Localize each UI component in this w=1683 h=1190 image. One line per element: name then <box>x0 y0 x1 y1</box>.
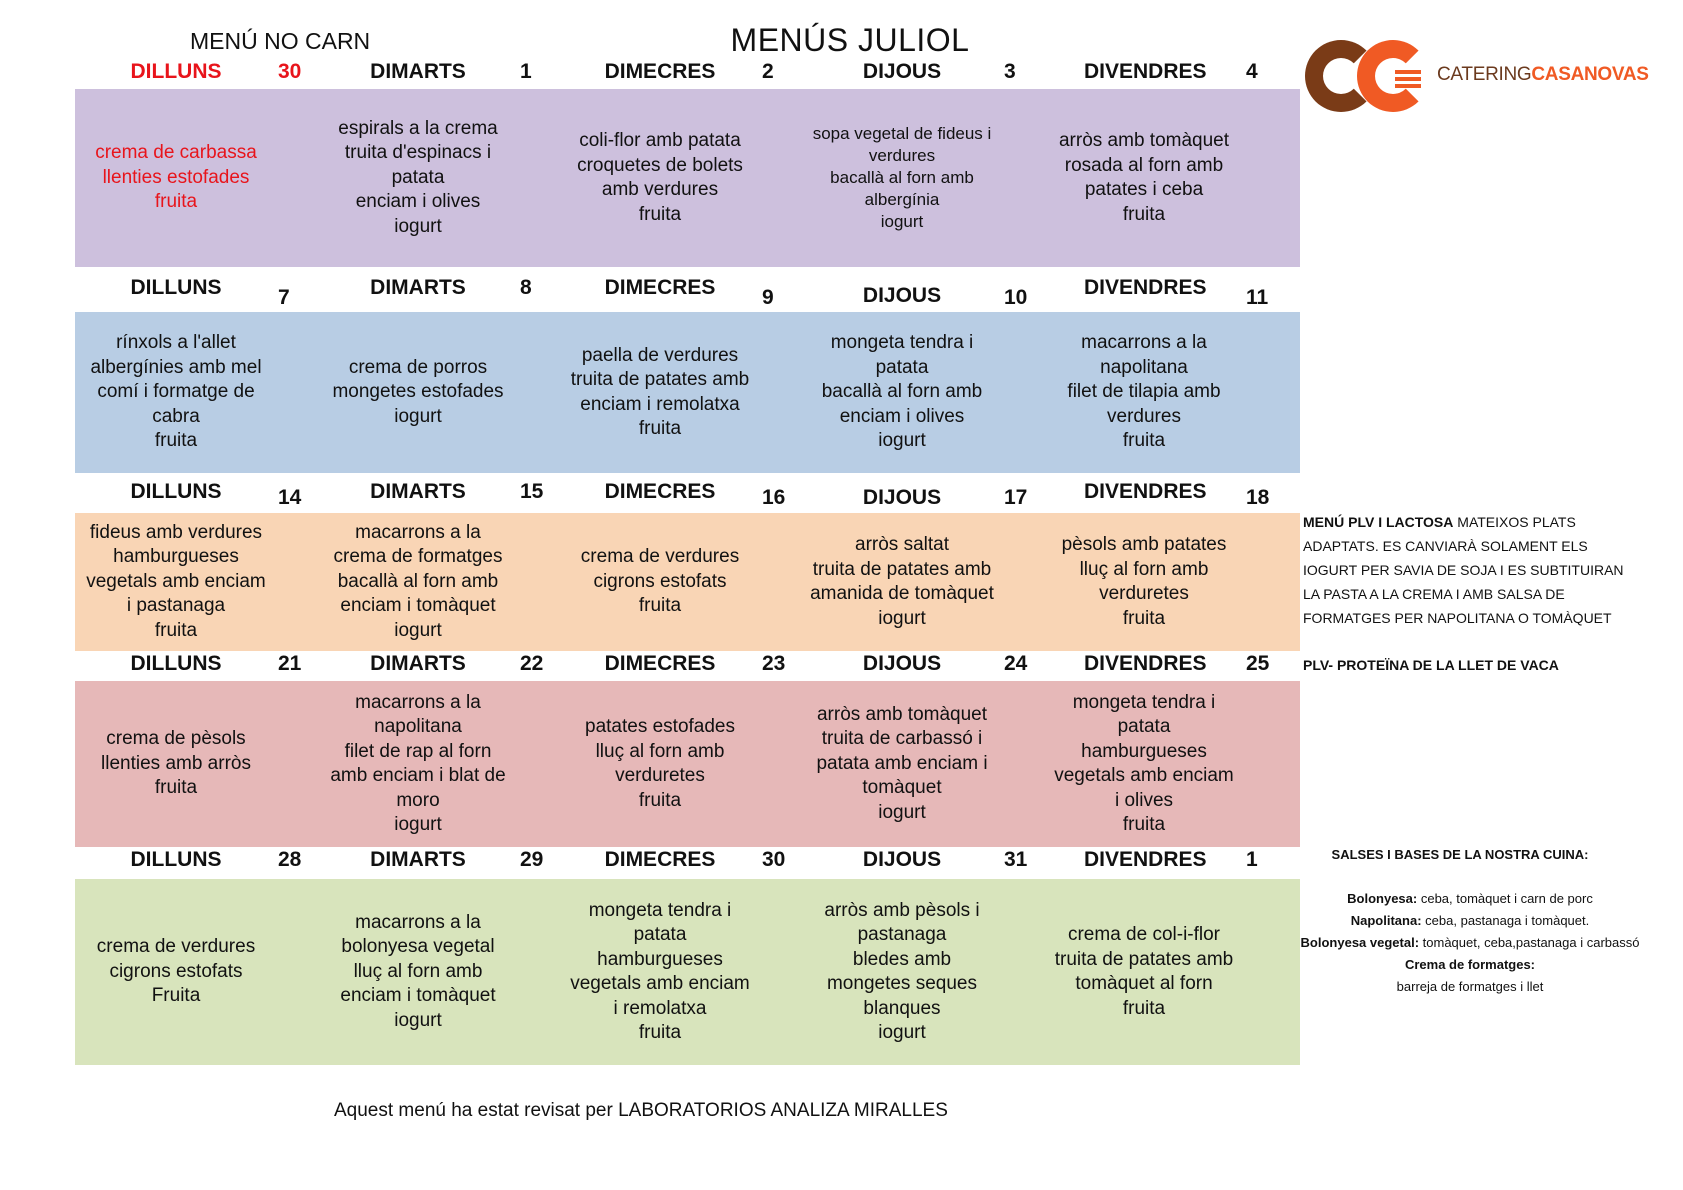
day-name: DIMECRES <box>604 60 716 83</box>
menu-cell: patates estofades lluç al forn amb verduretes fruita <box>585 716 735 811</box>
menu-cell: macarrons a la crema de formatges bacallà al forn amb enciam i tomàquet iogurt <box>333 521 503 641</box>
menu-cell: crema de porros mongetes estofades iogurt <box>332 356 504 427</box>
menu-cell: sopa vegetal de fideus i verdures bacallà al forn amb albergínia iogurt <box>812 124 992 231</box>
menu-cell: crema de pèsols llenties amb arròs fruita <box>101 728 251 799</box>
menu-cell: fideus amb verdures hamburgueses vegetals amb enciam i pastanaga fruita <box>86 521 266 641</box>
day-name: DIMARTS <box>370 480 466 503</box>
day-number: 10 <box>1004 286 1028 309</box>
day-number: 3 <box>1004 60 1016 83</box>
menu-cell: macarrons a la napolitana filet de tilapia amb verdures fruita <box>1067 332 1221 452</box>
menu-cell: crema de verdures cigrons estofats fruita <box>580 546 740 617</box>
day-number: 7 <box>278 286 290 309</box>
day-number: 23 <box>762 652 786 675</box>
menu-cell: macarrons a la napolitana filet de rap al forn amb enciam i blat de moro iogurt <box>330 691 506 835</box>
menu-cell: espirals a la crema truita d'espinacs i patata enciam i olives iogurt <box>338 117 498 237</box>
day-name: DILLUNS <box>130 848 222 871</box>
menu-cell: arròs saltat truita de patates amb amanida de tomàquet iogurt <box>810 534 994 629</box>
menu-cell: mongeta tendra i patata hamburgueses vegetals amb enciam i olives fruita <box>1054 691 1234 835</box>
catering-logo <box>1305 40 1649 120</box>
day-name: DIMECRES <box>604 276 716 299</box>
day-number: 16 <box>762 486 786 509</box>
plv-note-title: MENÚ PLV I LACTOSA <box>1303 514 1454 530</box>
day-number: 17 <box>1004 486 1028 509</box>
day-number: 9 <box>762 286 774 309</box>
day-name: DIVENDRES <box>1084 60 1207 83</box>
menu-cell: pèsols amb patates lluç al forn amb verduretes fruita <box>1061 534 1227 629</box>
day-number: 24 <box>1004 652 1028 675</box>
day-name: DIMECRES <box>604 480 716 503</box>
day-name: DIJOUS <box>862 486 942 509</box>
menu-cell: arròs amb tomàquet truita de carbassó i patata amb enciam i tomàquet iogurt <box>816 703 988 823</box>
plv-definition: PLV- PROTEÏNA DE LA LLET DE VACA <box>1303 657 1559 673</box>
menu-cell: mongeta tendra i patata bacallà al forn amb enciam i olives iogurt <box>821 332 983 452</box>
logo-e-icon <box>1357 40 1429 112</box>
menu-cell: crema de carbassa llenties estofades fruita <box>95 142 257 213</box>
sauces-list: Bolonyesa: ceba, tomàquet i carn de porc Napolitana: ceba, pastanaga i tomàquet. Bolonyesa vegetal: tomàquet, ceba,pastanaga i carbassó Crema de formatges: barreja de formatges i llet <box>1300 891 1640 994</box>
plv-note-text: MATEIXOS PLATS ADAPTATS. ES CANVIARÀ SOLAMENT ELS IOGURT PER SAVIA DE SOJA I ES SUBTITUIRAN LA PASTA A LA CREMA I AMB SALSA DE FORMATGES PER NAPOLITANA O TOMÀQUET <box>1303 514 1624 626</box>
day-number: 1 <box>520 60 532 83</box>
day-name: DILLUNS <box>130 652 222 675</box>
day-name: DIVENDRES <box>1084 276 1207 299</box>
day-number: 28 <box>278 848 302 871</box>
menu-subtitle: MENÚ NO CARN <box>190 28 371 54</box>
menu-cell: paella de verdures truita de patates amb enciam i remolatxa fruita <box>570 344 750 439</box>
footer-note: Aquest menú ha estat revisat per LABORATORIOS ANALIZA MIRALLES <box>334 1100 948 1121</box>
day-name: DIMECRES <box>604 652 716 675</box>
menu-cell: macarrons a la bolonyesa vegetal lluç al forn amb enciam i tomàquet iogurt <box>340 911 496 1031</box>
day-number: 30 <box>278 60 302 83</box>
day-name: DIJOUS <box>862 848 942 871</box>
day-number: 22 <box>520 652 544 675</box>
day-name: DIMARTS <box>370 60 466 83</box>
menu-cell: coli-flor amb patata croquetes de bolets amb verdures fruita <box>577 130 743 225</box>
day-name: DILLUNS <box>130 480 222 503</box>
day-name: DIMARTS <box>370 848 466 871</box>
day-number: 29 <box>520 848 544 871</box>
day-number: 4 <box>1246 60 1258 83</box>
day-number: 8 <box>520 276 532 299</box>
day-number: 2 <box>762 60 774 83</box>
menu-cell: arròs amb pèsols i pastanaga bledes amb mongetes seques blanques iogurt <box>824 899 980 1043</box>
day-name: DIMARTS <box>370 276 466 299</box>
day-name: DIVENDRES <box>1084 652 1207 675</box>
day-name: DIJOUS <box>862 60 942 83</box>
day-name: DILLUNS <box>130 276 222 299</box>
day-number: 18 <box>1246 486 1270 509</box>
logo-text: CATERINGCASANOVAS <box>1437 64 1649 85</box>
day-name: DIJOUS <box>862 284 942 307</box>
day-name: DIVENDRES <box>1084 848 1207 871</box>
menu-cell: crema de col-i-flor truita de patates amb tomàquet al forn fruita <box>1054 924 1234 1019</box>
day-name: DIJOUS <box>862 652 942 675</box>
day-number: 25 <box>1246 652 1270 675</box>
menu-cell: rínxols a l'allet albergínies amb mel comí i formatge de cabra fruita <box>90 332 262 452</box>
day-name: DIVENDRES <box>1084 480 1207 503</box>
day-number: 15 <box>520 480 544 503</box>
day-number: 31 <box>1004 848 1028 871</box>
menu-cell: arròs amb tomàquet rosada al forn amb patates i ceba fruita <box>1058 130 1230 225</box>
day-name: DIMECRES <box>604 848 716 871</box>
menu-cell: crema de verdures cigrons estofats Fruita <box>96 936 256 1007</box>
day-name: DIMARTS <box>370 652 466 675</box>
menu-cell: mongeta tendra i patata hamburgueses vegetals amb enciam i remolatxa fruita <box>570 899 750 1043</box>
page-title: MENÚS JULIOL <box>730 22 970 58</box>
logo-fork-icon <box>1395 70 1421 74</box>
day-number: 1 <box>1246 848 1258 871</box>
day-number: 11 <box>1246 286 1269 309</box>
sauces-title: SALSES I BASES DE LA NOSTRA CUINA: <box>1331 847 1589 862</box>
day-number: 21 <box>278 652 302 675</box>
plv-note <box>1303 510 1633 630</box>
day-number: 30 <box>762 848 786 871</box>
day-number: 14 <box>278 486 302 509</box>
day-name: DILLUNS <box>130 60 222 83</box>
